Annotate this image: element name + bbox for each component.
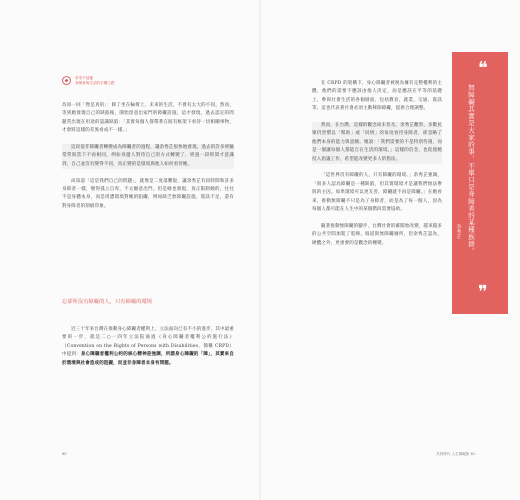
running-header <box>62 76 115 86</box>
left-paragraph-4-text: 近三十年來台灣在推動身心障礙者權利上，立法面向已有不小的進步，其中最重要的一步，就是二○一四年立法院通過《身心障礙者權利公約施行法》（Convention on the Rights of Persons with Disabilities，簡稱 CRPD）中提到： <box>62 327 234 358</box>
pull-quote-panel <box>452 52 508 314</box>
section-subheading: 忘卻所沒有障礙的人，只有障礙的環境 <box>62 299 153 305</box>
left-paragraph-4-emphasis: 身心障礙者權利公約的核心精神是強調，所謂身心障礙的「障」，其實來自於環境與社會造成的阻礙，而並非身障者本身有問題。 <box>62 352 234 366</box>
book-gutter <box>259 0 261 500</box>
left-paragraph-3: 尚知道「這是我們自己的問題」，就像是二度落難般，讓余秀芷有段時間和許多身障者一樣，變得孤立自卑，不太願意出門。但是她也發現，真正限制她的，往往不是身體本身，而是周遭環境對她的阻礙，例如缺乏無障礙設施、資訊不足，還有對身障者的刻板印象。 <box>62 178 234 209</box>
pull-quote-text: 無障礙其實是大家的事，不單只是身障者的某種族群。 <box>467 84 475 255</box>
close-quote-icon: ❞ <box>478 282 488 303</box>
chapter-logo-icon <box>62 76 71 85</box>
left-paragraph-2: 這段從非障礙者轉變成為障礙者的過程，讓余秀芷很快地發現，過去的許多經驗常常與當下不再相同，例如身邊人對待自己的方式轉變了，經過一段時間才意識到，自己並沒有變得不同，真正變的是環境與他人如何看待她。 <box>62 144 234 169</box>
right-paragraph-1: 在 CRPD 的架構下，身心障礙者被視為擁有完整權利的主體，他們的需要不應該由他人決定，而是應該在平等的基礎上，參與社會生活的各個層面，包括教育、就業、交通、資訊等，這也代表著社會必須主動移除障礙，提供合理調整。 <box>312 81 442 112</box>
left-body-text-2 <box>62 326 234 376</box>
left-body-text <box>62 102 234 220</box>
right-body-text <box>312 80 442 256</box>
right-page-number: 共同時代 人生障礙旅 61 <box>436 452 476 456</box>
right-paragraph-2: 然而，在台灣，這樣的觀念尚未普及。余秀芷觀察，多數民眾仍習慣以「幫助」或「同情」的角度看待身障者，卻忽略了他們本身的能力與意願。她說：「我們需要的不是特別待遇，而是一個讓每個人都能自在生活的環境。」這樣的信念，也促使她投入倡議工作，希望能改變更多人的想法。 <box>312 122 442 164</box>
right-paragraph-3: 「這世界沒有障礙的人，只有障礙的環境。」余秀芷強調，「很多人認為障礙是一種缺陷，但其實環境才是讓我們無法參與的主因。如果環境可以更友善，障礙就不再是障礙。」在她看來，推動無障礙不只是為了身障者，而是為了每一個人，因為每個人都可能在人生中的某個階段需要協助。 <box>312 173 442 213</box>
header-line-2: 身障者與生活的平權之路 <box>75 81 115 85</box>
pull-quote-author: 余秀芷 <box>456 224 461 239</box>
left-paragraph-1: 為知一回「像是真的」：除了坐在輪椅上，未來的生活，不會有太大的不同。然而，等到她發現自己的缺陷後，開始留意出家門的障礙設施，這才發現，過去認定的問題常出現在用途的認識缺陷：「其實每個人都帶著在既有框架下看待一切相關事物，才會將這樣的差異看成不一樣。」 <box>62 103 234 134</box>
open-quote-icon: ❝ <box>478 58 488 79</box>
left-page-number: 60 <box>62 452 67 456</box>
right-paragraph-4: 隨著推動無障礙的腳步，台灣社會的確開始改變，越來越多的公共空間加裝了電梯、坡道與無障礙廁所，但余秀芷認為，硬體之外，更重要的是觀念的轉變。 <box>312 223 442 246</box>
header-line-1: 零零不延遲 <box>75 76 93 80</box>
left-paragraph-4 <box>62 326 234 368</box>
header-text <box>75 76 115 86</box>
